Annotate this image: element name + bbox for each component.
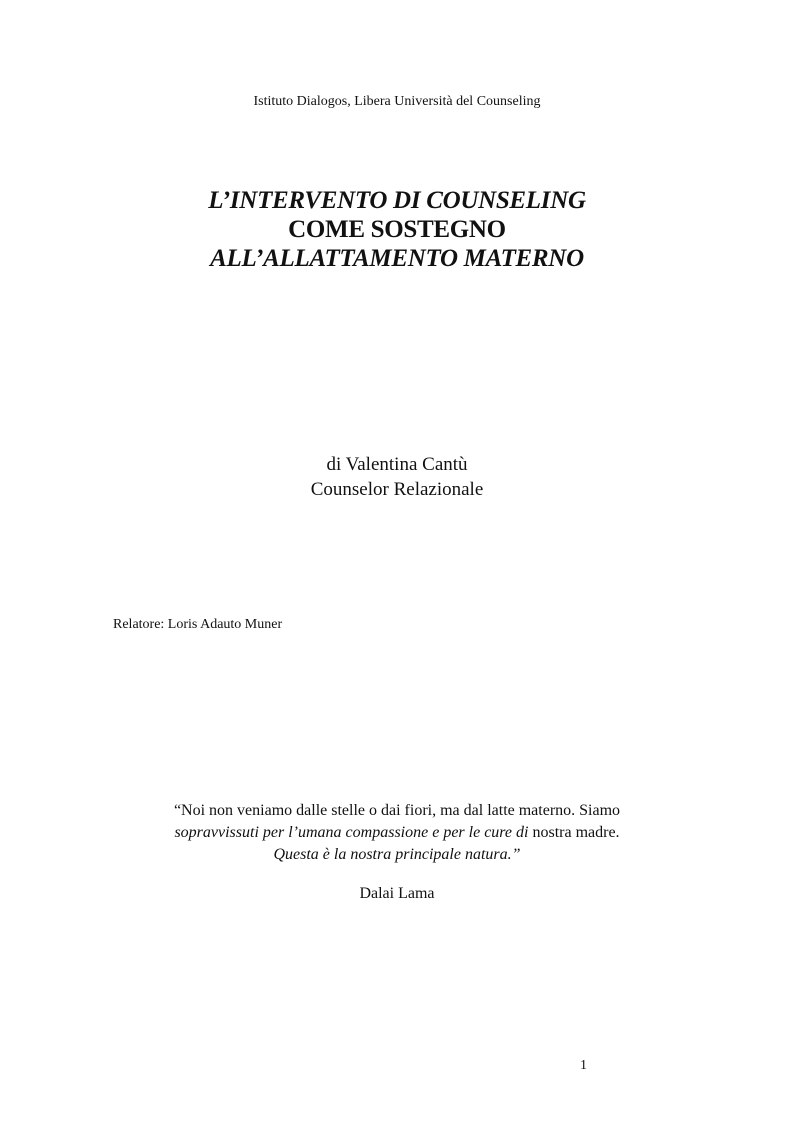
title-line-2: COME SOSTEGNO xyxy=(288,216,506,243)
relatore-text: Relatore: Loris Adauto Muner xyxy=(113,617,283,632)
quote-author: Dalai Lama xyxy=(359,885,435,902)
quote-line-3 xyxy=(0,844,794,866)
quote-line-2-italic: sopravvissuti per l’umana compassione e per le cure di xyxy=(174,824,529,841)
page-number: 1 xyxy=(580,1058,587,1073)
author-block xyxy=(0,452,794,502)
quote-line-2 xyxy=(0,822,794,844)
author-name: di Valentina Cantù xyxy=(326,454,468,475)
epigraph-quote xyxy=(0,800,794,866)
title-line-1: L’INTERVENTO DI COUNSELING xyxy=(208,187,586,214)
institute-header: Istituto Dialogos, Libera Università del Counseling xyxy=(253,94,541,109)
author-role: Counselor Relazionale xyxy=(310,479,484,500)
quote-line-1: “Noi non veniamo dalle stelle o dai fiori, ma dal latte materno. Siamo xyxy=(173,802,621,819)
quote-line-2-normal: nostra madre. xyxy=(528,824,620,841)
document-title xyxy=(0,186,794,273)
quote-line-3-italic: Questa è la nostra principale natura.” xyxy=(273,846,521,863)
title-line-3: ALL’ALLATTAMENTO MATERNO xyxy=(210,245,584,272)
